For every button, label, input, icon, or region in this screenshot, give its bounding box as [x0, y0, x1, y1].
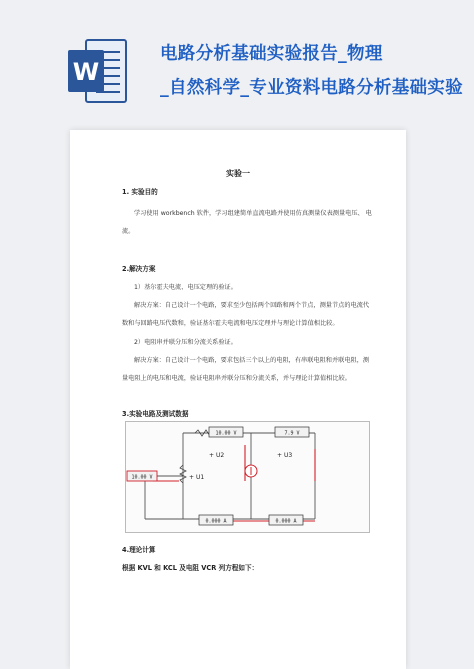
document-page	[70, 130, 406, 669]
meter-top-left-reading: 10.00 V	[215, 430, 237, 437]
section-2-heading: 2.解决方案	[122, 265, 156, 273]
meter-bottom-left-reading: 0.000 A	[205, 518, 227, 525]
label-u3: + U3	[277, 452, 293, 459]
voltmeter-left	[127, 471, 157, 481]
meter-top-right-reading: 7.9 V	[284, 430, 300, 437]
circuit-diagram	[125, 421, 370, 533]
voltmeter-top-right	[275, 427, 309, 437]
word-document-icon	[66, 36, 128, 106]
voltage-source-icon	[245, 465, 257, 477]
section-2-text-3: 解决方案：自己设计一个电路，要求包括三个以上的电阻，有串联电阻和并联电阻，测	[134, 357, 370, 364]
meter-bottom-right-reading: 0.000 A	[275, 518, 297, 525]
section-2-text-4: 量电阻上的电压和电流，验证电阻串并联分压和分流关系，并与理论计算值相比较。	[122, 375, 351, 382]
section-2-text-2: 数和与回路电压代数和，验证基尔霍夫电流和电压定理并与理论计算值相比较。	[122, 320, 339, 327]
label-u1: + U1	[189, 474, 205, 481]
voltmeter-top-left	[209, 427, 243, 437]
ammeter-bottom-right	[269, 515, 303, 525]
section-1-text: 学习使用 workbench 软件，学习组建简单直流电路并使用仿真测量仪表测量电压、 电	[134, 210, 372, 217]
label-u2: + U2	[209, 452, 225, 459]
ammeter-bottom-left	[199, 515, 233, 525]
logo-letter: W	[72, 58, 100, 86]
section-2-item-2: 2）电阻串并联分压和分流关系验证。	[134, 339, 237, 346]
section-2-text-1: 解决方案：自己设计一个电路，要求至少包括两个回路和两个节点，测量节点的电流代	[134, 302, 370, 309]
section-2-item-1: 1）基尔霍夫电流、电压定理的验证。	[134, 284, 237, 291]
section-4-text: 根据 KVL 和 KCL 及电阻 VCR 列方程如下：	[122, 564, 259, 572]
section-4-heading: 4.理论计算	[122, 546, 156, 554]
header-banner	[0, 0, 474, 118]
page-title-line-1: 电路分析基础实验报告_物理	[160, 44, 383, 64]
meter-left-reading: 10.00 V	[131, 474, 153, 481]
section-1-text-cont: 流。	[122, 228, 135, 235]
document-title: 实验一	[226, 169, 250, 178]
section-3-heading: 3.实验电路及测试数据	[122, 410, 189, 418]
page-title-line-2: _自然科学_专业资料电路分析基础实验	[160, 78, 463, 98]
section-1-heading: 1. 实验目的	[122, 188, 158, 196]
